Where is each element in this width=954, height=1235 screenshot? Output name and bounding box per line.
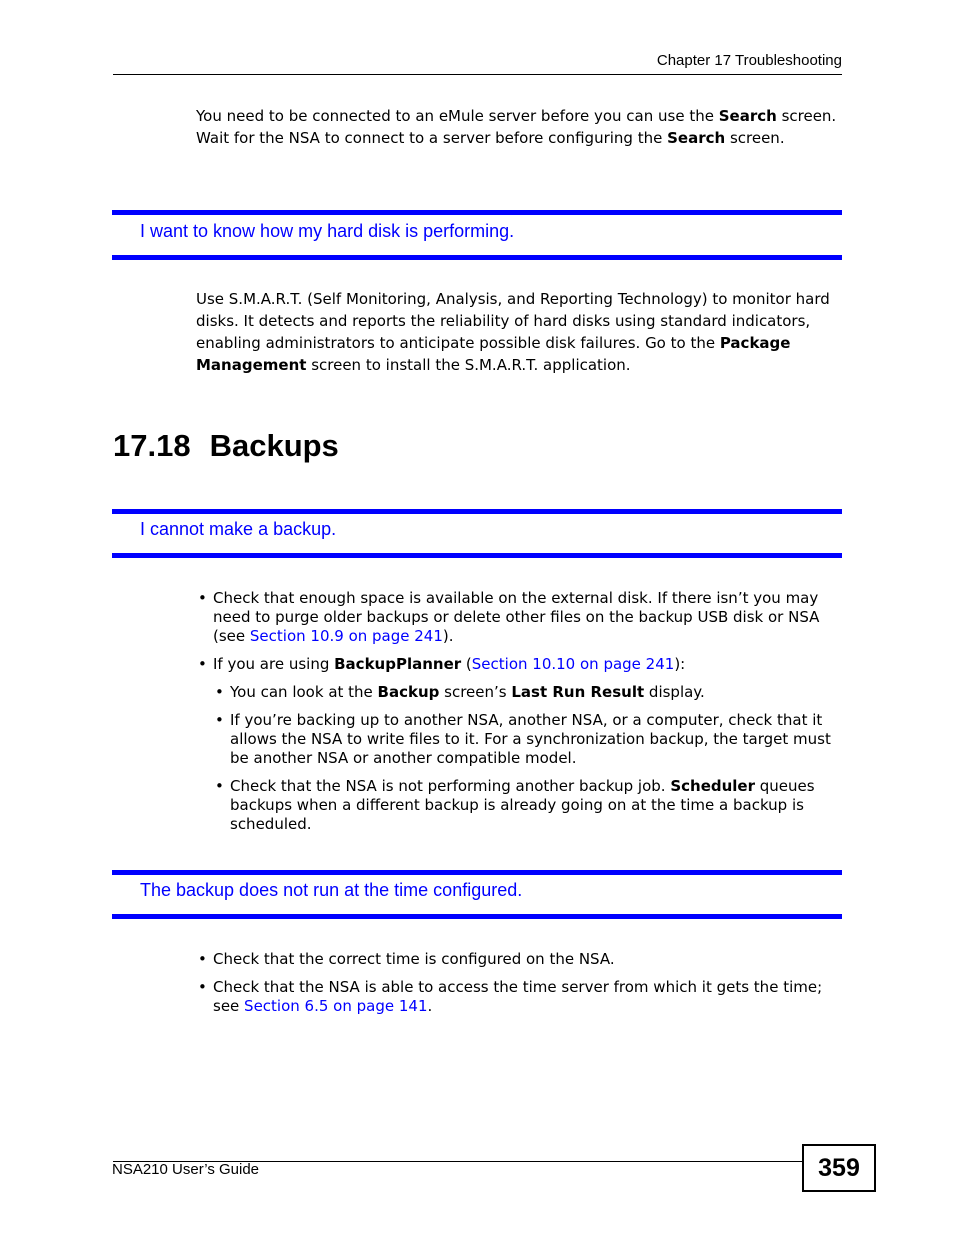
section-title: Backups bbox=[209, 428, 339, 463]
question-bar-top bbox=[112, 509, 842, 514]
question-bar-bottom bbox=[112, 553, 842, 558]
guide-title: NSA210 User’s Guide bbox=[112, 1161, 260, 1178]
question-bar-bottom bbox=[112, 914, 842, 919]
list-item: • Check that enough space is available on the external disk. If there isn’t you may need to purge older backups or delete other files on the backup USB disk or NSA (see Section 10.9 on page 241). bbox=[196, 589, 842, 646]
section-number: 17.18 bbox=[113, 428, 191, 463]
page-number: 359 bbox=[802, 1144, 876, 1192]
list-item: • Check that the NSA is able to access the time server from which it gets the time; see Section 6.5 on page 141. bbox=[196, 978, 826, 1016]
smart-paragraph: Use S.M.A.R.T. (Self Monitoring, Analysis, and Reporting Technology) to monitor hard disks. It detects and reports the reliability of hard disks using standard indicators, enabling administrators to anticipate possible disk failures. Go to the Package Management screen to install the S.M.A.R.T. application. bbox=[196, 290, 830, 374]
chapter-header: Chapter 17 Troubleshooting bbox=[656, 52, 842, 69]
section-link[interactable]: Section 10.9 on page 241 bbox=[249, 627, 443, 645]
question-bar-top bbox=[112, 870, 842, 875]
question-hard-disk: I want to know how my hard disk is performing. bbox=[140, 221, 515, 241]
section-link[interactable]: Section 6.5 on page 141 bbox=[244, 997, 428, 1015]
question-backup-time: The backup does not run at the time configured. bbox=[140, 880, 523, 900]
list-item: • You can look at the Backup screen’s Last Run Result display. bbox=[213, 683, 842, 702]
list-item: • If you are using BackupPlanner (Section 10.10 on page 241): • You can look at the Backup screen’s Last Run Result display. • If you’re backing up to another NSA, another NSA, or a computer, check that it allows the NSA to write files to it. For a synchronization backup, the target must be another NSA or another compatible model. • Check that the NSA is not performing another backup job. Scheduler queues backups when a different backup is already going on at the time a backup is scheduled. bbox=[196, 655, 842, 834]
question-bar-top bbox=[112, 210, 842, 215]
backup-checklist bbox=[196, 589, 842, 843]
list-item: • Check that the correct time is configured on the NSA. bbox=[196, 950, 826, 969]
section-heading bbox=[113, 428, 339, 464]
question-bar-bottom bbox=[112, 255, 842, 260]
list-item: • If you’re backing up to another NSA, another NSA, or a computer, check that it allows the NSA to write files to it. For a synchronization backup, the target must be another NSA or another compatible model. bbox=[213, 711, 842, 768]
question-cannot-backup: I cannot make a backup. bbox=[140, 519, 337, 539]
time-checklist bbox=[196, 950, 826, 1025]
section-link[interactable]: Section 10.10 on page 241 bbox=[471, 655, 675, 673]
backupplanner-sublist bbox=[213, 683, 842, 834]
header-rule bbox=[113, 74, 842, 75]
list-item: • Check that the NSA is not performing another backup job. Scheduler queues backups when a different backup is already going on at the time a backup is scheduled. bbox=[213, 777, 842, 834]
intro-paragraph: You need to be connected to an eMule server before you can use the Search screen. Wait for the NSA to connect to a server before configuring the Search screen. bbox=[196, 107, 837, 147]
